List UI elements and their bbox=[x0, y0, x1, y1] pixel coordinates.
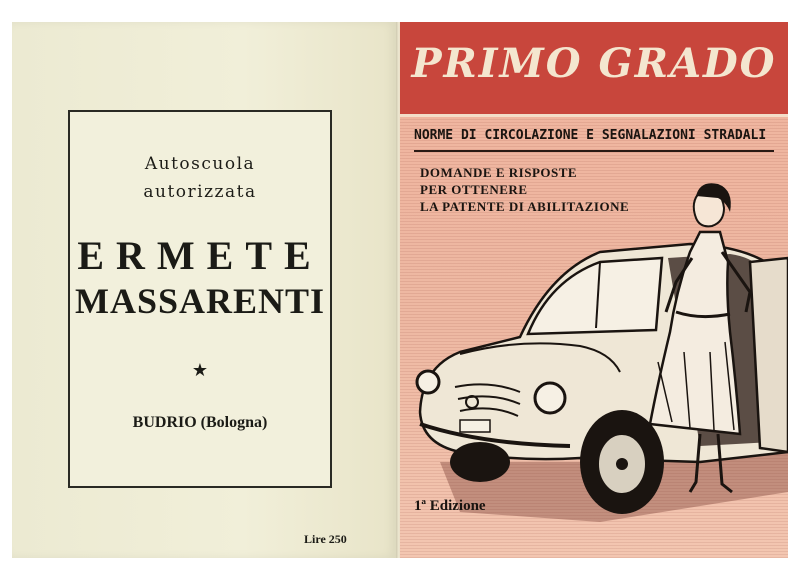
cover-page bbox=[400, 22, 788, 558]
booklet-spread bbox=[12, 22, 788, 558]
school-line-2: autorizzata bbox=[143, 182, 257, 202]
edition-label: 1ª Edizione bbox=[414, 498, 486, 514]
driving-school-frame bbox=[68, 110, 332, 488]
town-label: BUDRIO (Bologna) bbox=[132, 414, 268, 431]
owner-first-name: ERMETE bbox=[77, 233, 323, 278]
qa-line-3: LA PATENTE DI ABILITAZIONE bbox=[420, 199, 630, 214]
cover-subtitle: NORME DI CIRCOLAZIONE E SEGNALAZIONI STRADALI bbox=[414, 128, 767, 143]
subtitle-divider bbox=[414, 150, 774, 152]
star-icon: ★ bbox=[191, 360, 209, 381]
qa-block bbox=[420, 164, 629, 215]
price-label: Lire 250 bbox=[304, 532, 347, 546]
title-banner bbox=[400, 22, 788, 117]
qa-line-1: DOMANDE E RISPOSTE bbox=[420, 165, 578, 180]
school-line-1: Autoscuola bbox=[144, 154, 256, 174]
cover-title: PRIMO GRADO bbox=[411, 40, 777, 87]
owner-last-name: MASSARENTI bbox=[74, 281, 326, 321]
left-page bbox=[12, 22, 398, 558]
qa-line-2: PER OTTENERE bbox=[420, 182, 528, 197]
school-label bbox=[70, 150, 330, 206]
